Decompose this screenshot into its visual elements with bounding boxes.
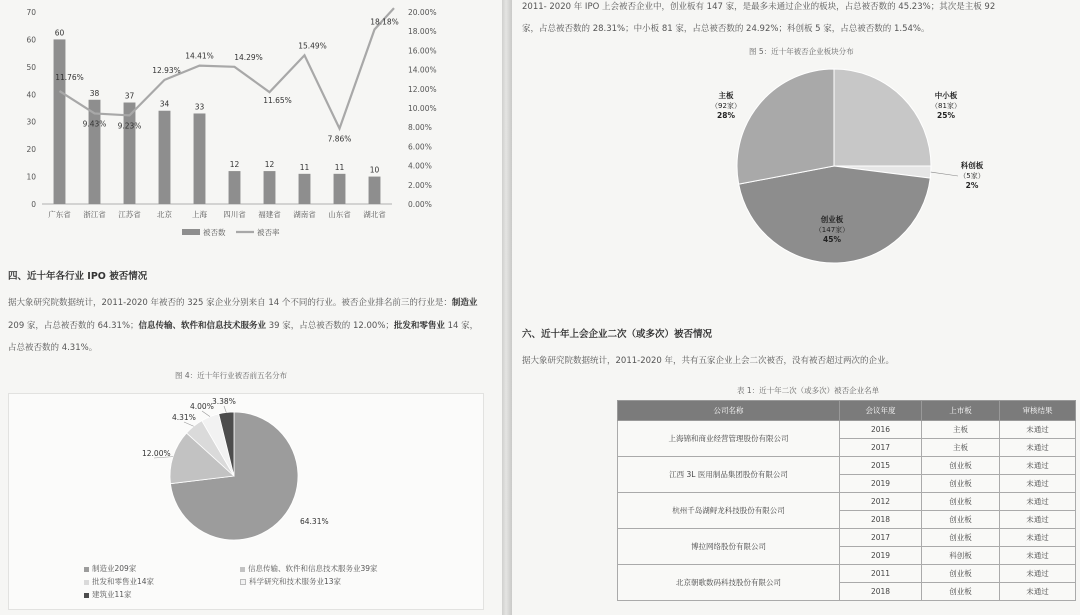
bar [89,100,101,204]
bar-value-label: 10 [369,165,380,175]
table-row [618,565,1076,583]
pie-slice [834,69,931,166]
board-cell: 主板 [922,439,1000,457]
result-cell: 未通过 [1000,493,1076,511]
year-cell: 2018 [840,511,922,529]
slice-value-label: 64.31% [300,517,329,526]
x-tick-label: 湖南省 [293,210,316,219]
year-cell: 2017 [840,439,922,457]
result-cell: 未通过 [1000,457,1076,475]
y2-tick-label: 18.00% [408,27,437,37]
x-tick-label: 上海 [192,210,207,219]
legend-swatch [84,593,89,598]
legend-swatch [182,229,200,235]
leader-line [931,172,958,176]
x-tick-label: 北京 [157,210,172,219]
paragraph-line-2 [8,319,478,331]
slice-value-label: 2% [965,181,979,190]
x-tick-label: 四川省 [223,210,246,219]
slice-value-label: 45% [823,235,841,244]
right-page [512,0,1080,615]
rate-value-label: 15.49% [298,41,327,51]
table-row [618,493,1076,511]
y2-tick-label: 12.00% [408,84,437,94]
rate-value-label: 9.23% [117,121,142,131]
left-page [0,0,502,615]
bar-value-label: 11 [334,162,345,172]
company-name-cell: 杭州千岛湖鲟龙科技股份有限公司 [618,493,840,529]
slice-count-label: （92家） [711,102,741,110]
industry-pie-chart [0,390,502,560]
bar [334,174,346,204]
year-cell: 2011 [840,565,922,583]
y2-tick-label: 4.00% [408,161,432,171]
x-tick-label: 浙江省 [83,210,106,219]
leader-line [184,422,194,426]
legend-label: 建筑业11家 [92,590,132,599]
board-cell: 创业板 [922,457,1000,475]
board-cell: 主板 [922,421,1000,439]
column-header: 会议年度 [840,401,922,421]
y2-tick-label: 6.00% [408,142,432,152]
bar-value-label: 37 [124,91,135,101]
rate-value-label: 18.18% [370,17,399,27]
highlight-wholesale: 批发和零售业 [393,321,445,331]
company-name-cell: 上海锦和商业经营管理股份有限公司 [618,421,840,457]
y-tick-label: 40 [26,90,36,100]
rate-value-label: 14.41% [185,51,214,61]
board-cell: 创业板 [922,565,1000,583]
paragraph-text: 209 家，占总被否数的 64.31%； [8,321,139,331]
table-header-row [618,401,1076,421]
year-cell: 2017 [840,529,922,547]
table-row [618,457,1076,475]
y2-tick-label: 16.00% [408,46,437,56]
slice-value-label: 4.31% [172,413,196,422]
rate-value-label: 12.93% [152,65,181,75]
paragraph-line-1 [8,296,477,308]
bar-value-label: 34 [159,99,170,109]
bar [299,174,311,204]
result-cell: 未通过 [1000,529,1076,547]
legend-item [240,563,378,574]
leader-line [224,406,226,412]
slice-value-label: 4.00% [190,402,214,411]
slice-name-label: 中小板 [934,91,958,100]
legend-swatch [84,567,89,572]
y-tick-label: 10 [26,172,36,182]
legend-label: 批发和零售业14家 [92,577,155,586]
y-tick-label: 60 [26,35,36,45]
bar [369,177,381,204]
slice-name-label: 科创板 [960,161,984,170]
legend-item [84,563,136,574]
year-cell: 2015 [840,457,922,475]
rejected-companies-table [617,400,1076,601]
y2-tick-label: 0.00% [408,200,432,209]
y-tick-label: 70 [26,8,36,17]
x-tick-label: 广东省 [48,210,71,219]
result-cell: 未通过 [1000,511,1076,529]
rate-value-label: 7.86% [327,134,352,144]
board-pie-chart [512,58,1080,278]
y2-tick-label: 8.00% [408,123,432,133]
leader-line [202,411,210,417]
year-cell: 2019 [840,547,922,565]
y-tick-label: 30 [26,117,36,127]
pie-slice [737,69,834,184]
table-row [618,421,1076,439]
result-cell: 未通过 [1000,421,1076,439]
result-cell: 未通过 [1000,439,1076,457]
slice-count-label: （81家） [931,102,961,110]
bar [124,103,136,204]
paragraph-line-1: 2011- 2020 年 IPO 上会被否企业中，创业板有 147 家，是最多未通过企业的板块，占总被否数的 45.23%；其次是主板 92 [522,2,996,12]
slice-name-label: 主板 [718,91,734,100]
highlight-it-services: 信息传输、软件和信息技术服务业 [138,321,267,331]
company-name-cell: 博拉网络股份有限公司 [618,529,840,565]
year-cell: 2019 [840,475,922,493]
y-tick-label: 50 [26,62,36,72]
paragraph-text: 据大象研究院数据统计，2011-2020 年被否的 325 家企业分别来自 14 个不同的行业。被否企业排名前三的行业是： [8,298,452,308]
company-name-cell: 江西 3L 医用制品集团股份有限公司 [618,457,840,493]
paragraph-text: 14 家， [444,321,479,331]
x-tick-label: 福建省 [258,210,281,219]
bar [194,113,206,204]
paragraph-line-2: 家，占总被否数的 28.31%；中小板 81 家，占总被否数的 24.92%；科创板 5 家，占总被否数的 1.54%。 [522,24,930,34]
board-cell: 创业板 [922,583,1000,601]
slice-value-label: 25% [937,111,955,120]
rate-value-label: 14.29% [234,52,263,62]
paragraph-line-3: 占总被否数的 4.31%。 [8,343,98,353]
bar-value-label: 11 [299,162,310,172]
y-tick-label: 20 [26,145,36,155]
y2-tick-label: 10.00% [408,104,437,113]
slice-value-label: 3.38% [212,397,236,406]
column-header: 上市板 [922,401,1000,421]
x-tick-label: 江苏省 [118,210,141,219]
section-4-heading: 四、近十年各行业 IPO 被否情况 [8,271,148,282]
bar-value-label: 38 [89,88,100,98]
table-row [618,529,1076,547]
y2-tick-label: 20.00% [408,8,437,17]
legend-label: 被否数 [203,228,226,237]
legend-label: 被否率 [257,228,280,237]
column-header: 审核结果 [1000,401,1076,421]
table-1-caption: 表 1：近十年二次（或多次）被否企业名单 [737,386,880,395]
column-header: 公司名称 [618,401,840,421]
province-rejection-chart [0,0,502,248]
legend-item [240,576,341,587]
x-tick-label: 湖北省 [363,210,386,219]
slice-count-label: （147家） [814,226,850,234]
legend-label: 科学研究和技术服务业13家 [249,577,342,586]
legend-label: 信息传输、软件和信息技术服务业39家 [248,564,378,573]
slice-value-label: 12.00% [142,449,171,458]
figure-4-caption: 图 4：近十年行业被否前五名分布 [175,371,288,380]
year-cell: 2016 [840,421,922,439]
legend-item [84,589,132,600]
bar [159,111,171,204]
bar-value-label: 12 [264,160,275,170]
board-cell: 创业板 [922,475,1000,493]
x-tick-label: 山东省 [328,210,351,219]
legend-swatch [240,579,246,585]
board-cell: 科创板 [922,547,1000,565]
bar [264,171,276,204]
bar-value-label: 33 [194,102,205,112]
bar [54,39,66,204]
board-cell: 创业板 [922,511,1000,529]
legend-swatch [240,567,245,572]
result-cell: 未通过 [1000,475,1076,493]
bar-value-label: 12 [229,160,240,170]
highlight-manufacturing: 制造业 [451,298,478,308]
board-cell: 创业板 [922,529,1000,547]
page-gutter [502,0,512,615]
result-cell: 未通过 [1000,583,1076,601]
slice-count-label: （5家） [959,172,985,180]
slice-value-label: 28% [717,111,735,120]
legend-item [84,576,154,587]
legend-label: 制造业209家 [92,564,137,573]
result-cell: 未通过 [1000,565,1076,583]
rate-value-label: 11.76% [55,73,84,83]
section-6-paragraph: 据大象研究院数据统计，2011-2020 年，共有五家企业上会二次被否，没有被否超过两次的企业。 [522,356,895,366]
paragraph-text: 39 家，占总被否数的 12.00%； [266,321,394,331]
legend-swatch [84,580,89,585]
board-cell: 创业板 [922,493,1000,511]
y-tick-label: 0 [31,200,36,209]
bar [229,171,241,204]
rate-value-label: 11.65% [263,96,292,106]
y2-tick-label: 2.00% [408,180,432,190]
result-cell: 未通过 [1000,547,1076,565]
bar-value-label: 60 [54,28,65,38]
figure-5-caption: 图 5：近十年被否企业板块分布 [749,47,854,56]
y2-tick-label: 14.00% [408,65,437,75]
year-cell: 2012 [840,493,922,511]
section-6-heading: 六、近十年上会企业二次（或多次）被否情况 [522,329,713,340]
year-cell: 2018 [840,583,922,601]
rate-value-label: 9.43% [82,119,107,129]
slice-name-label: 创业板 [820,215,844,224]
rate-line [60,8,395,131]
company-name-cell: 北京朝歌数码科技股份有限公司 [618,565,840,601]
